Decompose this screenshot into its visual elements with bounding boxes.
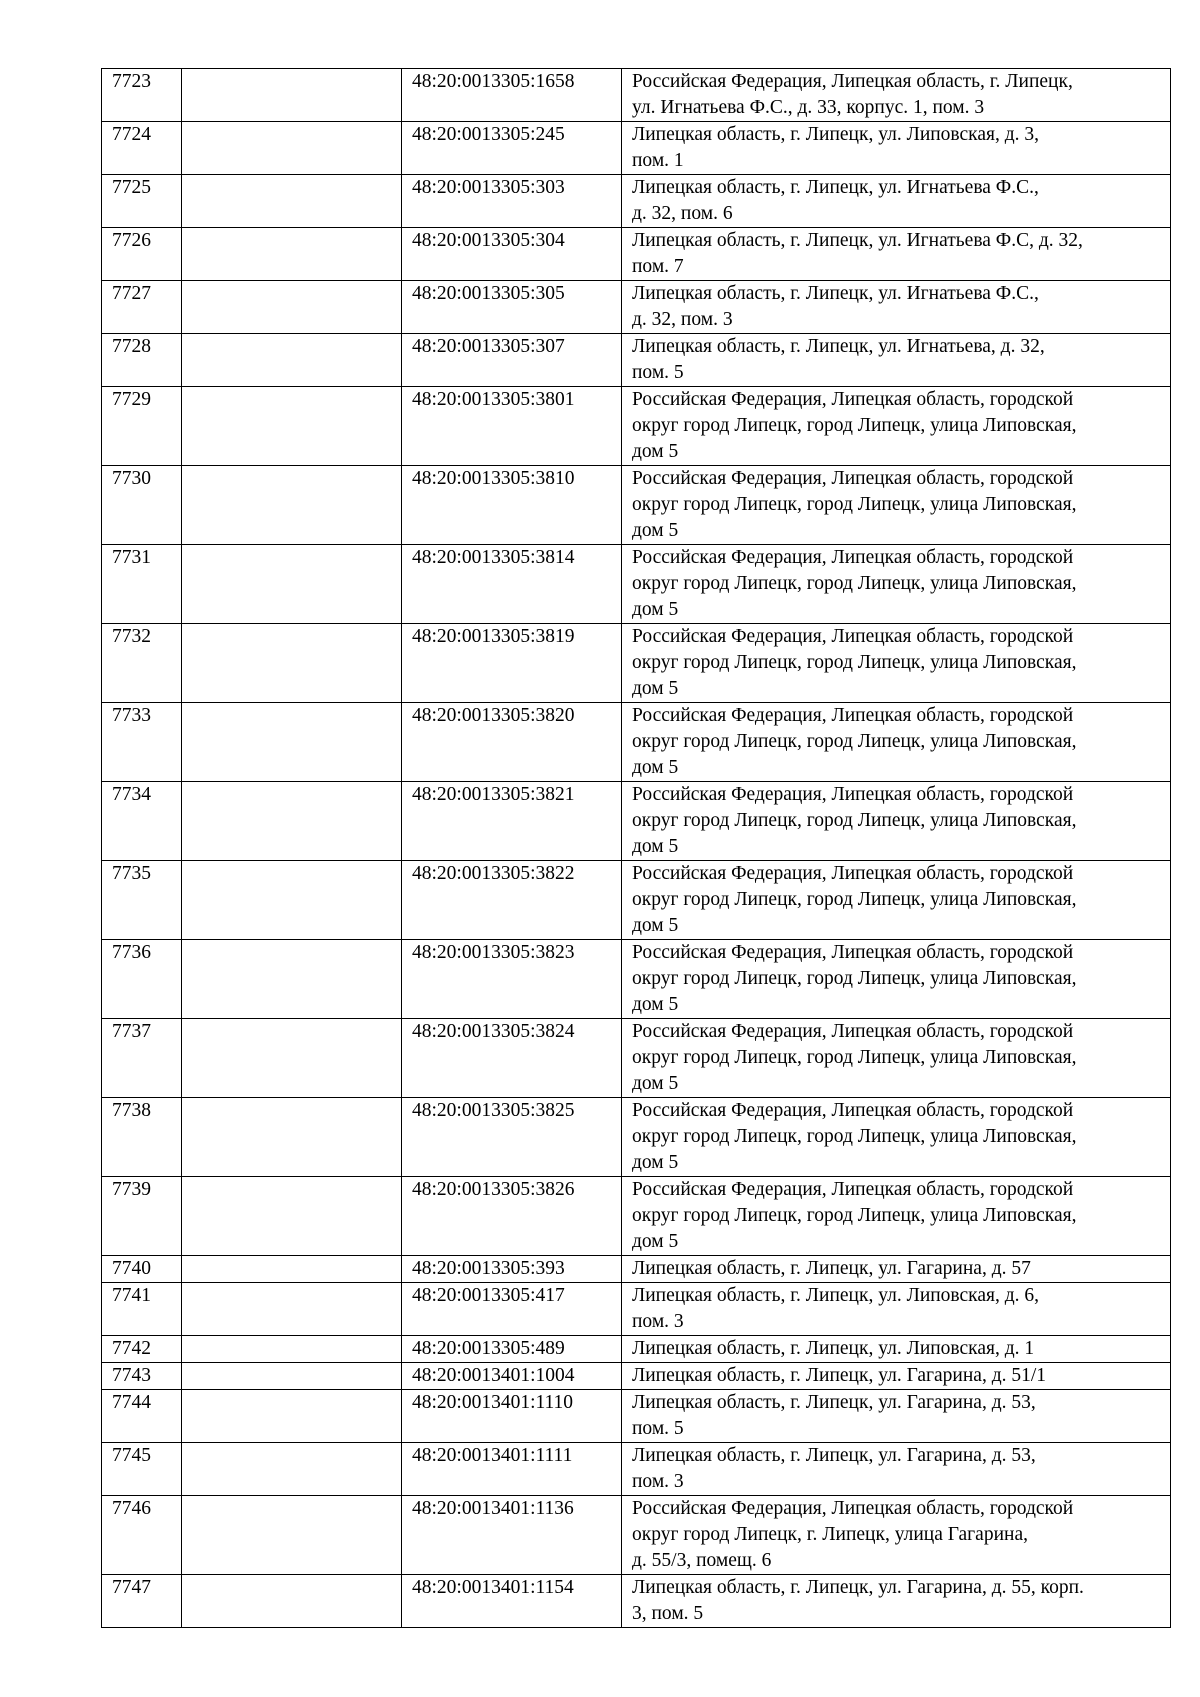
table-row bbox=[102, 545, 1171, 624]
empty-cell bbox=[182, 228, 402, 281]
empty-cell bbox=[182, 861, 402, 940]
table-row bbox=[102, 782, 1171, 861]
address-cell: Липецкая область, г. Липецк, ул. Гагарина, д. 51/1 bbox=[622, 1363, 1171, 1390]
address-cell: Липецкая область, г. Липецк, ул. Игнатьева Ф.С, д. 32, пом. 7 bbox=[622, 228, 1171, 281]
address-cell: Липецкая область, г. Липецк, ул. Гагарина, д. 53, пом. 5 bbox=[622, 1390, 1171, 1443]
empty-cell bbox=[182, 1363, 402, 1390]
address-cell: Российская Федерация, Липецкая область, городской округ город Липецк, город Липецк, улица Липовская, дом 5 bbox=[622, 861, 1171, 940]
row-number-cell: 7732 bbox=[102, 624, 182, 703]
address-cell: Российская Федерация, Липецкая область, городской округ город Липецк, город Липецк, улица Липовская, дом 5 bbox=[622, 624, 1171, 703]
empty-cell bbox=[182, 281, 402, 334]
table-row bbox=[102, 387, 1171, 466]
cadastral-number-cell: 48:20:0013305:3826 bbox=[402, 1177, 622, 1256]
row-number-cell: 7734 bbox=[102, 782, 182, 861]
address-cell: Липецкая область, г. Липецк, ул. Игнатьева Ф.С., д. 32, пом. 6 bbox=[622, 175, 1171, 228]
empty-cell bbox=[182, 1390, 402, 1443]
empty-cell bbox=[182, 1336, 402, 1363]
table-row bbox=[102, 175, 1171, 228]
cadastral-number-cell: 48:20:0013305:245 bbox=[402, 122, 622, 175]
empty-cell bbox=[182, 703, 402, 782]
empty-cell bbox=[182, 1177, 402, 1256]
cadastral-number-cell: 48:20:0013305:3801 bbox=[402, 387, 622, 466]
cadastral-number-cell: 48:20:0013305:489 bbox=[402, 1336, 622, 1363]
table-row bbox=[102, 334, 1171, 387]
table-row bbox=[102, 281, 1171, 334]
address-cell: Российская Федерация, Липецкая область, городской округ город Липецк, город Липецк, улица Липовская, дом 5 bbox=[622, 782, 1171, 861]
row-number-cell: 7723 bbox=[102, 69, 182, 122]
table-row bbox=[102, 1098, 1171, 1177]
empty-cell bbox=[182, 69, 402, 122]
cadastral-number-cell: 48:20:0013401:1110 bbox=[402, 1390, 622, 1443]
cadastral-number-cell: 48:20:0013305:3821 bbox=[402, 782, 622, 861]
table-row bbox=[102, 1336, 1171, 1363]
cadastral-number-cell: 48:20:0013305:393 bbox=[402, 1256, 622, 1283]
table-row bbox=[102, 1390, 1171, 1443]
empty-cell bbox=[182, 1496, 402, 1575]
row-number-cell: 7745 bbox=[102, 1443, 182, 1496]
address-cell: Российская Федерация, Липецкая область, городской округ город Липецк, город Липецк, улица Липовская, дом 5 bbox=[622, 466, 1171, 545]
address-cell: Российская Федерация, Липецкая область, г. Липецк, ул. Игнатьева Ф.С., д. 33, корпус. 1, пом. 3 bbox=[622, 69, 1171, 122]
address-cell: Липецкая область, г. Липецк, ул. Гагарина, д. 55, корп. 3, пом. 5 bbox=[622, 1575, 1171, 1628]
row-number-cell: 7740 bbox=[102, 1256, 182, 1283]
empty-cell bbox=[182, 122, 402, 175]
table-row bbox=[102, 1496, 1171, 1575]
row-number-cell: 7746 bbox=[102, 1496, 182, 1575]
cadastral-number-cell: 48:20:0013305:304 bbox=[402, 228, 622, 281]
cadastral-number-cell: 48:20:0013305:3814 bbox=[402, 545, 622, 624]
cadastral-number-cell: 48:20:0013305:3825 bbox=[402, 1098, 622, 1177]
row-number-cell: 7743 bbox=[102, 1363, 182, 1390]
row-number-cell: 7724 bbox=[102, 122, 182, 175]
cadastral-number-cell: 48:20:0013305:3824 bbox=[402, 1019, 622, 1098]
address-cell: Российская Федерация, Липецкая область, городской округ город Липецк, город Липецк, улица Липовская, дом 5 bbox=[622, 1177, 1171, 1256]
row-number-cell: 7735 bbox=[102, 861, 182, 940]
row-number-cell: 7738 bbox=[102, 1098, 182, 1177]
table-row bbox=[102, 624, 1171, 703]
table-row bbox=[102, 1363, 1171, 1390]
registry-table-body bbox=[102, 69, 1171, 1628]
row-number-cell: 7725 bbox=[102, 175, 182, 228]
empty-cell bbox=[182, 782, 402, 861]
address-cell: Липецкая область, г. Липецк, ул. Липовская, д. 3, пом. 1 bbox=[622, 122, 1171, 175]
row-number-cell: 7736 bbox=[102, 940, 182, 1019]
address-cell: Российская Федерация, Липецкая область, городской округ город Липецк, город Липецк, улица Липовская, дом 5 bbox=[622, 703, 1171, 782]
cadastral-number-cell: 48:20:0013305:305 bbox=[402, 281, 622, 334]
row-number-cell: 7726 bbox=[102, 228, 182, 281]
table-row bbox=[102, 1283, 1171, 1336]
cadastral-number-cell: 48:20:0013305:307 bbox=[402, 334, 622, 387]
row-number-cell: 7737 bbox=[102, 1019, 182, 1098]
table-row bbox=[102, 122, 1171, 175]
address-cell: Российская Федерация, Липецкая область, городской округ город Липецк, город Липецк, улица Липовская, дом 5 bbox=[622, 940, 1171, 1019]
cadastral-number-cell: 48:20:0013401:1154 bbox=[402, 1575, 622, 1628]
empty-cell bbox=[182, 624, 402, 703]
empty-cell bbox=[182, 334, 402, 387]
cadastral-number-cell: 48:20:0013401:1136 bbox=[402, 1496, 622, 1575]
cadastral-number-cell: 48:20:0013401:1004 bbox=[402, 1363, 622, 1390]
table-row bbox=[102, 228, 1171, 281]
table-row bbox=[102, 1575, 1171, 1628]
registry-table bbox=[101, 68, 1171, 1628]
cadastral-number-cell: 48:20:0013305:3820 bbox=[402, 703, 622, 782]
cadastral-number-cell: 48:20:0013305:417 bbox=[402, 1283, 622, 1336]
table-row bbox=[102, 703, 1171, 782]
empty-cell bbox=[182, 1019, 402, 1098]
row-number-cell: 7741 bbox=[102, 1283, 182, 1336]
row-number-cell: 7728 bbox=[102, 334, 182, 387]
cadastral-number-cell: 48:20:0013305:3823 bbox=[402, 940, 622, 1019]
cadastral-number-cell: 48:20:0013305:3822 bbox=[402, 861, 622, 940]
empty-cell bbox=[182, 387, 402, 466]
row-number-cell: 7731 bbox=[102, 545, 182, 624]
table-row bbox=[102, 69, 1171, 122]
empty-cell bbox=[182, 466, 402, 545]
address-cell: Липецкая область, г. Липецк, ул. Липовская, д. 6, пом. 3 bbox=[622, 1283, 1171, 1336]
table-row bbox=[102, 1177, 1171, 1256]
row-number-cell: 7727 bbox=[102, 281, 182, 334]
address-cell: Российская Федерация, Липецкая область, городской округ город Липецк, город Липецк, улица Липовская, дом 5 bbox=[622, 545, 1171, 624]
row-number-cell: 7747 bbox=[102, 1575, 182, 1628]
empty-cell bbox=[182, 1256, 402, 1283]
row-number-cell: 7744 bbox=[102, 1390, 182, 1443]
empty-cell bbox=[182, 175, 402, 228]
empty-cell bbox=[182, 545, 402, 624]
row-number-cell: 7742 bbox=[102, 1336, 182, 1363]
row-number-cell: 7729 bbox=[102, 387, 182, 466]
address-cell: Липецкая область, г. Липецк, ул. Игнатьева, д. 32, пом. 5 bbox=[622, 334, 1171, 387]
table-row bbox=[102, 1019, 1171, 1098]
row-number-cell: 7733 bbox=[102, 703, 182, 782]
address-cell: Российская Федерация, Липецкая область, городской округ город Липецк, город Липецк, улица Липовская, дом 5 bbox=[622, 387, 1171, 466]
cadastral-number-cell: 48:20:0013305:3819 bbox=[402, 624, 622, 703]
row-number-cell: 7730 bbox=[102, 466, 182, 545]
address-cell: Российская Федерация, Липецкая область, городской округ город Липецк, г. Липецк, улица Гагарина, д. 55/3, помещ. 6 bbox=[622, 1496, 1171, 1575]
table-row bbox=[102, 1443, 1171, 1496]
address-cell: Липецкая область, г. Липецк, ул. Гагарина, д. 57 bbox=[622, 1256, 1171, 1283]
address-cell: Липецкая область, г. Липецк, ул. Гагарина, д. 53, пом. 3 bbox=[622, 1443, 1171, 1496]
empty-cell bbox=[182, 940, 402, 1019]
address-cell: Российская Федерация, Липецкая область, городской округ город Липецк, город Липецк, улица Липовская, дом 5 bbox=[622, 1019, 1171, 1098]
table-row bbox=[102, 940, 1171, 1019]
table-row bbox=[102, 861, 1171, 940]
empty-cell bbox=[182, 1575, 402, 1628]
cadastral-number-cell: 48:20:0013401:1111 bbox=[402, 1443, 622, 1496]
cadastral-number-cell: 48:20:0013305:1658 bbox=[402, 69, 622, 122]
table-row bbox=[102, 1256, 1171, 1283]
address-cell: Российская Федерация, Липецкая область, городской округ город Липецк, город Липецк, улица Липовская, дом 5 bbox=[622, 1098, 1171, 1177]
address-cell: Липецкая область, г. Липецк, ул. Игнатьева Ф.С., д. 32, пом. 3 bbox=[622, 281, 1171, 334]
cadastral-number-cell: 48:20:0013305:303 bbox=[402, 175, 622, 228]
empty-cell bbox=[182, 1443, 402, 1496]
row-number-cell: 7739 bbox=[102, 1177, 182, 1256]
address-cell: Липецкая область, г. Липецк, ул. Липовская, д. 1 bbox=[622, 1336, 1171, 1363]
table-row bbox=[102, 466, 1171, 545]
cadastral-number-cell: 48:20:0013305:3810 bbox=[402, 466, 622, 545]
empty-cell bbox=[182, 1098, 402, 1177]
empty-cell bbox=[182, 1283, 402, 1336]
